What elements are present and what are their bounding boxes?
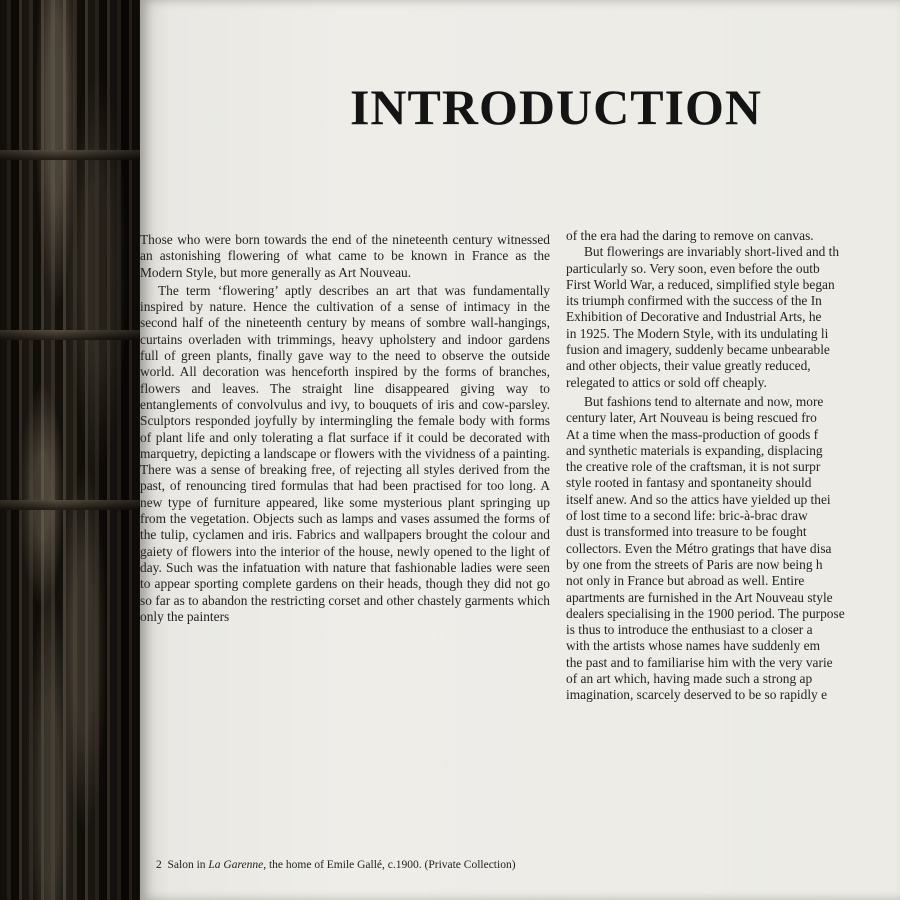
text-line: of an art which, having made such a strong ap (566, 671, 813, 687)
text-line: the past and to familiarise him with the very varie (566, 654, 833, 670)
text-line: with the artists whose names have suddenly em (566, 638, 820, 654)
figure-caption (156, 859, 516, 871)
text-line: of lost time to a second life: bric-à-brac draw (566, 508, 808, 524)
text-column-right (566, 228, 900, 704)
text-line: particularly so. Very soon, even before the outb (566, 260, 820, 276)
text-line: and synthetic materials is expanding, displacing (566, 442, 823, 458)
caption-text-end: , the home of Emile Gallé, c.1900. (Private Collection) (263, 859, 516, 871)
text-line: the creative role of the craftsman, it is not surpr (566, 459, 821, 475)
text-line: its triumph confirmed with the success of the In (566, 293, 822, 309)
text-line: fusion and imagery, suddenly became unbearable (566, 342, 830, 358)
text-line: not only in France but abroad as well. Entire (566, 573, 805, 589)
text-line: imagination, scarcely deserved to be so rapidly e (566, 687, 828, 703)
text-line: itself anew. And so the attics have yielded up thei (566, 491, 831, 507)
paragraph: Those who were born towards the end of the nineteenth century witnessed an astonishing flowering of what came to be known in France as the Modern Style, but more generally as Art Nouveau. (140, 232, 550, 280)
paragraph: The term ‘flowering’ aptly describes an art that was fundamentally inspired by nature. Hence the cultivation of a sense of intimacy in the second half of the nineteenth century by means of sombre wall-hangings, curtains overladen with trimmings, heavy upholstery and indoor gardens full of green plants, finally gave way to the need to observe the outside world. All decoration was henceforth inspired by the forms of branches, flowers and leaves. The straight line disappeared giving way to entanglements of convolvulus and ivy, to bouquets of iris and cow-parsley. Sculptors responded joyfully by intermingling the female body with forms of plant life and only tolerating a flat surface if it could be decorated with marquetry, depicting a landscape or flowers with the vividness of a painting. There was a sense of breaking free, of rejecting all styles derived from the past, of renouncing tired formulas that had been practised for too long. A new type of furniture appeared, like some mysterious plant springing up from the vegetation. Objects such as lamps and vases assumed the forms of the tulip, cyclamen and iris. Fabrics and wallpapers brought the colour and gaiety of flowers into the interior of the house, newly opened to the light of day. Such was the infatuation with nature that fashionable ladies were seen to appear sporting complete gardens on their heads, though they did not go so far as to abandon the restricting corset and other chastely garments which only the painters (140, 282, 550, 624)
text-line: dust is transformed into treasure to be fought (566, 524, 807, 540)
text-line: style rooted in fantasy and spontaneity should (566, 475, 812, 491)
text-line: by one from the streets of Paris are now being h (566, 556, 823, 572)
text-line: Exhibition of Decorative and Industrial Arts, he (566, 309, 822, 325)
text-line: But fashions tend to alternate and now, more (584, 393, 824, 409)
caption-italic-title: La Garenne (208, 859, 264, 871)
text-line: First World War, a reduced, simplified style began (566, 276, 835, 292)
caption-number: 2 (156, 859, 162, 871)
text-column-left (140, 232, 550, 625)
text-line: But flowerings are invariably short-lived and th (584, 244, 840, 260)
caption-text: Salon in (167, 859, 209, 871)
text-line: relegated to attics or sold off cheaply. (566, 374, 767, 390)
text-line: At a time when the mass-production of goods f (566, 426, 819, 442)
book-page (140, 0, 900, 900)
photo-shading (0, 0, 140, 900)
text-line: apartments are furnished in the Art Nouveau style (566, 589, 833, 605)
text-line: is thus to introduce the enthusiast to a closer a (566, 622, 813, 638)
text-line: century later, Art Nouveau is being rescued fro (566, 410, 817, 426)
page-title: INTRODUCTION (349, 79, 763, 135)
salon-photograph (0, 0, 140, 900)
text-line: collectors. Even the Métro gratings that have disa (566, 540, 832, 556)
text-line: and other objects, their value greatly reduced, (566, 358, 811, 374)
text-line: in 1925. The Modern Style, with its undulating li (566, 325, 829, 341)
text-line: of the era had the daring to remove on canvas. (566, 228, 814, 243)
text-line: dealers specialising in the 1900 period. The purpose (566, 605, 845, 621)
